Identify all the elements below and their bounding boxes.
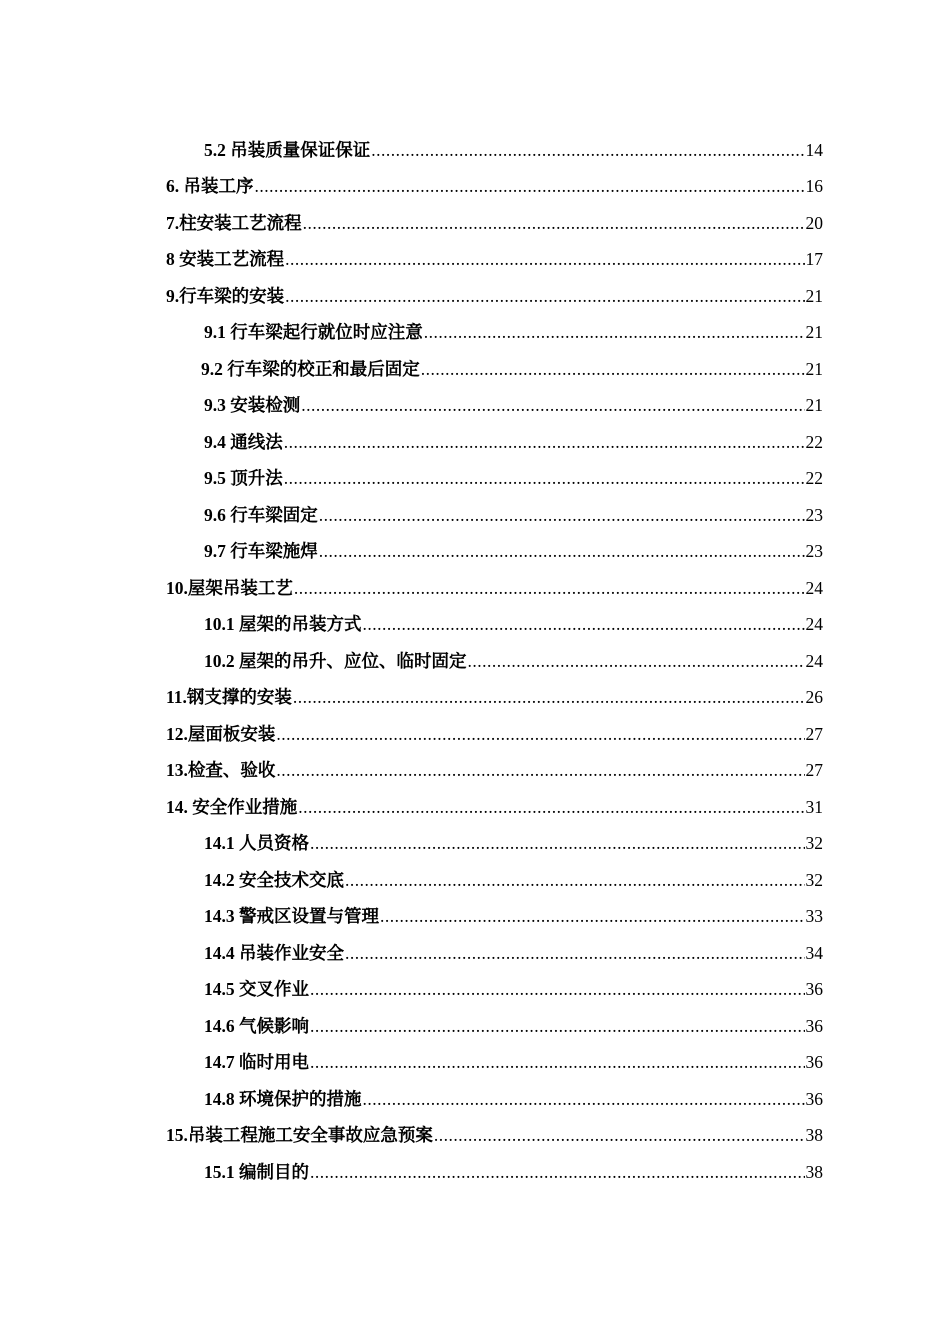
- toc-entry-1[interactable]: [0, 132, 950, 169]
- toc-entry-number: 9.4: [204, 431, 231, 452]
- toc-entry-title: 行车梁固定: [230, 504, 318, 525]
- toc-entry-number: 14.6: [204, 1015, 239, 1036]
- toc-entry-page-number: 21: [805, 285, 823, 306]
- toc-dot-leader: [363, 616, 805, 634]
- toc-entry-content: [204, 908, 823, 926]
- toc-dot-leader: [319, 543, 805, 561]
- toc-entry-page-number: 16: [805, 176, 823, 196]
- toc-entry-number: 14.: [166, 796, 193, 817]
- toc-entry-26[interactable]: [0, 1045, 950, 1082]
- toc-dot-leader: [293, 689, 805, 707]
- toc-entry-number: 10.2: [204, 650, 239, 671]
- toc-entry-page-number: 21: [805, 322, 823, 342]
- toc-entry-title: 环境保护的措施: [239, 1088, 362, 1109]
- toc-dot-leader: [345, 945, 805, 963]
- toc-entry-number: 14.3: [204, 906, 239, 926]
- toc-entry-title: 检查、验收: [187, 760, 276, 780]
- toc-entry-title: 临时用电: [239, 1052, 309, 1072]
- table-of-contents: [0, 132, 950, 1191]
- toc-entry-content: [204, 1054, 823, 1072]
- toc-dot-leader: [301, 397, 804, 415]
- toc-entry-4[interactable]: [0, 242, 950, 279]
- toc-dot-leader: [380, 908, 805, 926]
- toc-entry-page-number: 23: [805, 541, 823, 561]
- toc-entry-27[interactable]: [0, 1081, 950, 1118]
- toc-entry-content: [166, 762, 823, 780]
- toc-entry-content: [166, 285, 823, 306]
- toc-entry-number: 13.: [166, 760, 188, 780]
- toc-dot-leader: [310, 1054, 805, 1072]
- toc-entry-title: 柱安装工艺流程: [179, 212, 302, 233]
- toc-entry-title: 顶升法: [230, 468, 283, 488]
- toc-entry-page-number: 36: [805, 1052, 823, 1072]
- toc-entry-title: 警戒区设置与管理: [239, 906, 379, 926]
- toc-entry-14[interactable]: [0, 607, 950, 644]
- toc-dot-leader: [468, 653, 805, 671]
- toc-entry-content: [204, 504, 823, 525]
- toc-entry-5[interactable]: [0, 278, 950, 315]
- toc-entry-16[interactable]: [0, 680, 950, 717]
- toc-entry-title: 行车梁的校正和最后固定: [227, 358, 420, 379]
- toc-entry-number: 15.: [166, 1125, 188, 1145]
- toc-entry-page-number: 21: [805, 358, 823, 379]
- toc-dot-leader: [284, 434, 805, 452]
- toc-dot-leader: [255, 178, 805, 196]
- toc-entry-number: 10.1: [204, 614, 239, 634]
- toc-entry-title: 行车梁施焊: [230, 541, 318, 561]
- toc-entry-page-number: 14: [805, 139, 823, 160]
- toc-entry-content: [204, 942, 823, 963]
- toc-entry-page-number: 24: [805, 614, 823, 634]
- toc-entry-15[interactable]: [0, 643, 950, 680]
- toc-entry-content: [166, 1127, 823, 1145]
- toc-entry-page-number: 24: [805, 577, 823, 598]
- toc-entry-content: [204, 1015, 823, 1036]
- toc-entry-title: 通线法: [230, 431, 283, 452]
- toc-entry-3[interactable]: [0, 205, 950, 242]
- toc-entry-title: 气候影响: [239, 1015, 309, 1036]
- toc-entry-content: [204, 397, 823, 415]
- toc-entry-number: 14.8: [204, 1088, 239, 1109]
- toc-entry-28[interactable]: [0, 1118, 950, 1155]
- toc-entry-22[interactable]: [0, 899, 950, 936]
- toc-entry-content: [204, 543, 823, 561]
- toc-entry-20[interactable]: [0, 826, 950, 863]
- toc-entry-number: 6.: [166, 176, 184, 196]
- toc-entry-number: 9.6: [204, 504, 231, 525]
- toc-entry-title: 安装检测: [230, 395, 301, 415]
- toc-entry-number: 15.1: [204, 1161, 239, 1182]
- toc-entry-title: 吊装工序: [183, 176, 254, 196]
- toc-entry-title: 安全技术交底: [239, 869, 344, 890]
- toc-entry-content: [166, 689, 823, 707]
- toc-dot-leader: [319, 507, 805, 525]
- toc-entry-title: 编制目的: [239, 1161, 309, 1182]
- toc-entry-title: 吊装工程施工安全事故应急预案: [187, 1125, 433, 1145]
- toc-entry-content: [204, 869, 823, 890]
- toc-entry-number: 11.: [166, 687, 187, 707]
- toc-entry-content: [166, 251, 823, 269]
- toc-entry-content: [166, 723, 823, 744]
- toc-entry-number: 9.2: [201, 358, 228, 379]
- toc-entry-content: [204, 650, 823, 671]
- toc-entry-title: 安装工艺流程: [179, 249, 285, 269]
- toc-entry-title: 吊装质量保证保证: [230, 139, 371, 160]
- toc-entry-page-number: 34: [805, 942, 823, 963]
- toc-entry-25[interactable]: [0, 1008, 950, 1045]
- toc-entry-page-number: 38: [805, 1125, 823, 1145]
- toc-dot-leader: [294, 580, 805, 598]
- toc-entry-content: [166, 178, 823, 196]
- toc-entry-page-number: 22: [805, 431, 823, 452]
- toc-entry-29[interactable]: [0, 1154, 950, 1191]
- toc-entry-10[interactable]: [0, 461, 950, 498]
- toc-entry-number: 14.5: [204, 979, 239, 999]
- toc-entry-number: 7.: [166, 212, 180, 233]
- toc-entry-title: 交叉作业: [239, 979, 309, 999]
- toc-entry-number: 9.3: [204, 395, 231, 415]
- toc-entry-page-number: 31: [805, 796, 823, 817]
- toc-entry-page-number: 32: [805, 869, 823, 890]
- toc-entry-number: 10.: [166, 577, 188, 598]
- toc-entry-title: 屋架的吊装方式: [239, 614, 362, 634]
- toc-entry-page-number: 36: [805, 1088, 823, 1109]
- toc-entry-number: 9.: [166, 285, 180, 306]
- toc-entry-title: 屋架的吊升、应位、临时固定: [239, 650, 467, 671]
- toc-dot-leader: [285, 288, 804, 306]
- toc-dot-leader: [303, 215, 805, 233]
- toc-dot-leader: [310, 1018, 805, 1036]
- toc-entry-21[interactable]: [0, 862, 950, 899]
- toc-entry-content: [204, 1088, 823, 1109]
- toc-entry-title: 屋面板安装: [187, 723, 276, 744]
- toc-entry-page-number: 36: [805, 1015, 823, 1036]
- toc-entry-content: [204, 431, 823, 452]
- toc-entry-number: 14.2: [204, 869, 239, 890]
- toc-dot-leader: [310, 981, 805, 999]
- toc-entry-7[interactable]: [0, 351, 950, 388]
- toc-dot-leader: [276, 762, 804, 780]
- toc-entry-23[interactable]: [0, 935, 950, 972]
- toc-entry-content: [204, 981, 823, 999]
- toc-entry-page-number: 22: [805, 468, 823, 488]
- toc-entry-number: 5.2: [204, 139, 231, 160]
- toc-entry-number: 9.5: [204, 468, 231, 488]
- toc-entry-page-number: 20: [805, 212, 823, 233]
- toc-entry-page-number: 26: [805, 687, 823, 707]
- toc-entry-page-number: 21: [805, 395, 823, 415]
- toc-entry-title: 行车梁的安装: [179, 285, 285, 306]
- toc-entry-title: 行车梁起行就位时应注意: [230, 322, 423, 342]
- toc-dot-leader: [363, 1091, 805, 1109]
- toc-entry-content: [204, 1161, 823, 1182]
- toc-entry-content: [204, 139, 823, 160]
- toc-dot-leader: [345, 872, 805, 890]
- toc-entry-title: 人员资格: [239, 833, 309, 853]
- toc-entry-page-number: 27: [805, 723, 823, 744]
- toc-entry-17[interactable]: [0, 716, 950, 753]
- toc-entry-9[interactable]: [0, 424, 950, 461]
- toc-entry-13[interactable]: [0, 570, 950, 607]
- toc-entry-2[interactable]: [0, 169, 950, 206]
- toc-entry-number: 9.7: [204, 541, 231, 561]
- toc-entry-6[interactable]: [0, 315, 950, 352]
- toc-entry-page-number: 32: [805, 833, 823, 853]
- toc-dot-leader: [276, 726, 804, 744]
- toc-entry-page-number: 23: [805, 504, 823, 525]
- toc-entry-24[interactable]: [0, 972, 950, 1009]
- toc-dot-leader: [424, 324, 805, 342]
- toc-entry-number: 8: [166, 249, 180, 269]
- toc-entry-number: 9.1: [204, 322, 231, 342]
- toc-entry-8[interactable]: [0, 388, 950, 425]
- toc-entry-content: [204, 470, 823, 488]
- toc-dot-leader: [421, 361, 805, 379]
- toc-entry-content: [166, 577, 823, 598]
- toc-entry-page-number: 33: [805, 906, 823, 926]
- toc-entry-content: [166, 212, 823, 233]
- toc-entry-number: 14.7: [204, 1052, 239, 1072]
- toc-entry-page-number: 38: [805, 1161, 823, 1182]
- toc-entry-page-number: 24: [805, 650, 823, 671]
- toc-entry-content: [204, 324, 823, 342]
- toc-entry-title: 钢支撑的安装: [186, 687, 292, 707]
- toc-entry-content: [201, 358, 823, 379]
- toc-entry-content: [166, 796, 823, 817]
- toc-dot-leader: [434, 1127, 805, 1145]
- toc-entry-title: 安全作业措施: [192, 796, 298, 817]
- toc-dot-leader: [298, 799, 804, 817]
- toc-entry-18[interactable]: [0, 753, 950, 790]
- toc-entry-19[interactable]: [0, 789, 950, 826]
- toc-entry-page-number: 17: [805, 249, 823, 269]
- toc-entry-page-number: 36: [805, 979, 823, 999]
- toc-entry-content: [204, 616, 823, 634]
- toc-entry-number: 14.4: [204, 942, 239, 963]
- toc-dot-leader: [371, 142, 804, 160]
- toc-entry-12[interactable]: [0, 534, 950, 571]
- toc-entry-number: 14.1: [204, 833, 239, 853]
- toc-entry-title: 屋架吊装工艺: [187, 577, 293, 598]
- toc-dot-leader: [284, 470, 805, 488]
- toc-entry-11[interactable]: [0, 497, 950, 534]
- toc-entry-title: 吊装作业安全: [239, 942, 344, 963]
- toc-entry-page-number: 27: [805, 760, 823, 780]
- toc-dot-leader: [310, 1164, 805, 1182]
- toc-dot-leader: [310, 835, 805, 853]
- toc-dot-leader: [285, 251, 804, 269]
- toc-entry-number: 12.: [166, 723, 188, 744]
- toc-entry-content: [204, 835, 823, 853]
